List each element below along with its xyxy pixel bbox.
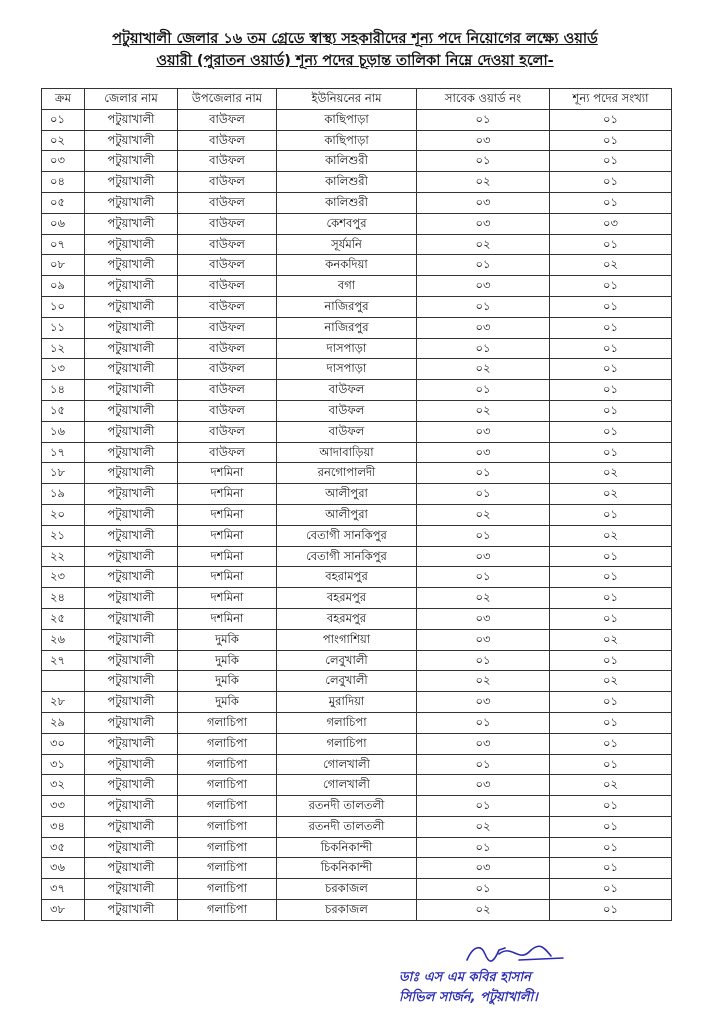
cell-district: পটুয়াখালী (85, 567, 178, 588)
cell-upazila: গলাচিপা (178, 816, 277, 837)
cell-upazila: বাউফল (178, 130, 277, 151)
cell-union: বহরমপুর (277, 588, 417, 609)
cell-vacancy-count: ০১ (550, 816, 672, 837)
cell-upazila: বাউফল (178, 276, 277, 297)
cell-vacancy-count: ০১ (550, 400, 672, 421)
cell-upazila: বাউফল (178, 317, 277, 338)
cell-district: পটুয়াখালী (85, 629, 178, 650)
title-line-1: পটুয়াখালী জেলার ১৬ তম গ্রেডে স্বাস্থ্য সহকারীদের শূন্য পদে নিয়োগের লক্ষ্যে ওয়ার্ড (112, 31, 598, 47)
cell-upazila: গলাচিপা (178, 775, 277, 796)
cell-union: আলীপুরা (277, 484, 417, 505)
cell-vacancy-count: ০১ (550, 380, 672, 401)
cell-vacancy-count: ০১ (550, 733, 672, 754)
header-vacancy-count: শূন্য পদের সংখ্যা (550, 89, 672, 110)
cell-district: পটুয়াখালী (85, 504, 178, 525)
cell-serial: ১০ (42, 296, 85, 317)
cell-union: বগা (277, 276, 417, 297)
cell-old-ward: ০৩ (417, 733, 550, 754)
cell-upazila: দশমিনা (178, 504, 277, 525)
cell-serial: ৩৭ (42, 879, 85, 900)
cell-old-ward: ০১ (417, 463, 550, 484)
cell-upazila: দুমকি (178, 692, 277, 713)
table-row (42, 317, 672, 338)
cell-union: চরকাজল (277, 879, 417, 900)
cell-vacancy-count: ০১ (550, 296, 672, 317)
cell-upazila: দশমিনা (178, 463, 277, 484)
cell-serial: ১৫ (42, 400, 85, 421)
table-row (42, 775, 672, 796)
table-row (42, 109, 672, 130)
cell-vacancy-count: ০১ (550, 650, 672, 671)
cell-union: কাছিপাড়া (277, 130, 417, 151)
cell-union: দাসপাড়া (277, 359, 417, 380)
cell-upazila: বাউফল (178, 296, 277, 317)
cell-district: পটুয়াখালী (85, 754, 178, 775)
cell-district: পটুয়াখালী (85, 546, 178, 567)
cell-serial: ২৮ (42, 692, 85, 713)
cell-district: পটুয়াখালী (85, 692, 178, 713)
cell-district: পটুয়াখালী (85, 192, 178, 213)
cell-old-ward: ০৩ (417, 317, 550, 338)
cell-old-ward: ০১ (417, 650, 550, 671)
cell-serial: ২৩ (42, 567, 85, 588)
cell-upazila: গলাচিপা (178, 900, 277, 921)
cell-district: পটুয়াখালী (85, 296, 178, 317)
cell-serial: ০৭ (42, 234, 85, 255)
cell-vacancy-count: ০১ (550, 130, 672, 151)
cell-old-ward: ০১ (417, 712, 550, 733)
cell-upazila: গলাচিপা (178, 712, 277, 733)
header-district: জেলার নাম (85, 89, 178, 110)
vacancy-table (41, 88, 672, 921)
cell-union: রতনদী তালতলী (277, 816, 417, 837)
cell-old-ward: ০১ (417, 338, 550, 359)
table-row (42, 858, 672, 879)
cell-union: কাছিপাড়া (277, 109, 417, 130)
cell-old-ward: ০১ (417, 754, 550, 775)
cell-serial: ০১ (42, 109, 85, 130)
table-row (42, 192, 672, 213)
cell-district: পটুয়াখালী (85, 359, 178, 380)
cell-serial: ১৬ (42, 421, 85, 442)
table-row (42, 900, 672, 921)
signatory-designation: সিভিল সার্জন, পটুয়াখালী। (399, 990, 538, 1005)
cell-upazila: বাউফল (178, 380, 277, 401)
cell-old-ward: ০৩ (417, 629, 550, 650)
table-row (42, 255, 672, 276)
cell-serial: ২৪ (42, 588, 85, 609)
table-row (42, 525, 672, 546)
cell-vacancy-count: ০১ (550, 109, 672, 130)
cell-vacancy-count: ০২ (550, 629, 672, 650)
cell-serial: ৩৬ (42, 858, 85, 879)
cell-upazila: বাউফল (178, 421, 277, 442)
cell-district: পটুয়াখালী (85, 858, 178, 879)
cell-serial: ০৩ (42, 151, 85, 172)
cell-upazila: বাউফল (178, 151, 277, 172)
table-row (42, 421, 672, 442)
cell-upazila: দশমিনা (178, 588, 277, 609)
title-line-2: ওয়ারী (পুরাতন ওয়ার্ড) শূন্য পদের চূড়ান্ত তালিকা নিম্নে দেওয়া হলো- (156, 53, 554, 69)
cell-district: পটুয়াখালী (85, 733, 178, 754)
cell-vacancy-count: ০৩ (550, 213, 672, 234)
cell-union: গোলখালী (277, 775, 417, 796)
cell-vacancy-count: ০১ (550, 504, 672, 525)
cell-upazila: বাউফল (178, 338, 277, 359)
cell-upazila: দুমকি (178, 671, 277, 692)
table-row (42, 879, 672, 900)
cell-serial: ১৯ (42, 484, 85, 505)
cell-upazila: বাউফল (178, 109, 277, 130)
table-row (42, 546, 672, 567)
table-row (42, 588, 672, 609)
cell-vacancy-count: ০২ (550, 671, 672, 692)
cell-upazila: বাউফল (178, 192, 277, 213)
table-body (42, 109, 672, 920)
cell-vacancy-count: ০১ (550, 317, 672, 338)
table-row (42, 338, 672, 359)
table-row (42, 816, 672, 837)
cell-district: পটুয়াখালী (85, 712, 178, 733)
cell-old-ward: ০৩ (417, 421, 550, 442)
cell-district: পটুয়াখালী (85, 213, 178, 234)
table-row (42, 567, 672, 588)
cell-vacancy-count: ০১ (550, 421, 672, 442)
cell-union: বাউফল (277, 380, 417, 401)
signature-scribble-icon (459, 940, 569, 968)
cell-upazila: বাউফল (178, 400, 277, 421)
cell-serial: ০৫ (42, 192, 85, 213)
cell-district: পটুয়াখালী (85, 234, 178, 255)
cell-old-ward: ০১ (417, 296, 550, 317)
cell-district: পটুয়াখালী (85, 109, 178, 130)
cell-vacancy-count: ০১ (550, 442, 672, 463)
cell-vacancy-count: ০২ (550, 484, 672, 505)
cell-district: পটুয়াখালী (85, 172, 178, 193)
cell-old-ward: ০১ (417, 484, 550, 505)
cell-district: পটুয়াখালী (85, 421, 178, 442)
cell-serial: ১১ (42, 317, 85, 338)
header-serial: ক্রম (42, 89, 85, 110)
cell-district: পটুয়াখালী (85, 525, 178, 546)
cell-vacancy-count: ০২ (550, 255, 672, 276)
cell-upazila: গলাচিপা (178, 858, 277, 879)
signatory-name: ডাঃ এস এম কবির হাসান (399, 970, 531, 985)
table-row (42, 172, 672, 193)
cell-district: পটুয়াখালী (85, 255, 178, 276)
cell-serial: ০৪ (42, 172, 85, 193)
cell-district: পটুয়াখালী (85, 151, 178, 172)
table-row (42, 796, 672, 817)
cell-union: কালিশুরী (277, 192, 417, 213)
cell-upazila: দশমিনা (178, 567, 277, 588)
cell-old-ward: ০২ (417, 400, 550, 421)
cell-serial: ০৮ (42, 255, 85, 276)
cell-vacancy-count: ০১ (550, 692, 672, 713)
cell-district: পটুয়াখালী (85, 317, 178, 338)
table-row (42, 629, 672, 650)
cell-upazila: দুমকি (178, 650, 277, 671)
cell-upazila: দুমকি (178, 629, 277, 650)
cell-old-ward: ০৩ (417, 858, 550, 879)
cell-vacancy-count: ০১ (550, 608, 672, 629)
cell-union: নাজিরপুর (277, 317, 417, 338)
cell-serial: ২২ (42, 546, 85, 567)
cell-serial: ৩৪ (42, 816, 85, 837)
cell-serial: ০২ (42, 130, 85, 151)
cell-vacancy-count: ০২ (550, 525, 672, 546)
cell-serial: ২০ (42, 504, 85, 525)
cell-old-ward: ০২ (417, 900, 550, 921)
cell-old-ward: ০৩ (417, 130, 550, 151)
table-row (42, 837, 672, 858)
cell-upazila: বাউফল (178, 234, 277, 255)
cell-upazila: দশমিনা (178, 525, 277, 546)
table-row (42, 650, 672, 671)
cell-district: পটুয়াখালী (85, 442, 178, 463)
cell-union: চরকাজল (277, 900, 417, 921)
cell-upazila: গলাচিপা (178, 796, 277, 817)
cell-old-ward: ০৩ (417, 608, 550, 629)
cell-vacancy-count: ০২ (550, 775, 672, 796)
cell-union: বাউফল (277, 400, 417, 421)
cell-vacancy-count: ০২ (550, 463, 672, 484)
cell-union: দাসপাড়া (277, 338, 417, 359)
cell-union: চিকনিকান্দী (277, 837, 417, 858)
cell-union: লেবুখালী (277, 650, 417, 671)
cell-old-ward: ০৩ (417, 192, 550, 213)
cell-union: গলাচিপা (277, 712, 417, 733)
cell-vacancy-count: ০১ (550, 754, 672, 775)
table-row (42, 712, 672, 733)
cell-district: পটুয়াখালী (85, 796, 178, 817)
cell-district: পটুয়াখালী (85, 650, 178, 671)
cell-union: গোলখালী (277, 754, 417, 775)
cell-serial: ৩৫ (42, 837, 85, 858)
cell-serial: ১২ (42, 338, 85, 359)
table-row (42, 380, 672, 401)
document-title (40, 28, 670, 72)
signature-block (399, 940, 639, 1008)
cell-upazila: গলাচিপা (178, 733, 277, 754)
cell-vacancy-count: ০১ (550, 858, 672, 879)
table-row (42, 442, 672, 463)
cell-old-ward: ০১ (417, 380, 550, 401)
cell-union: বেতাগী সানকিপুর (277, 525, 417, 546)
table-row (42, 296, 672, 317)
table-row (42, 400, 672, 421)
cell-vacancy-count: ০১ (550, 192, 672, 213)
cell-district: পটুয়াখালী (85, 900, 178, 921)
cell-vacancy-count: ০১ (550, 837, 672, 858)
cell-old-ward: ০৩ (417, 213, 550, 234)
cell-vacancy-count: ০১ (550, 234, 672, 255)
table-row (42, 359, 672, 380)
cell-vacancy-count: ০১ (550, 712, 672, 733)
table-row (42, 234, 672, 255)
table-header-row (42, 89, 672, 110)
header-upazila: উপজেলার নাম (178, 89, 277, 110)
cell-old-ward: ০২ (417, 671, 550, 692)
cell-vacancy-count: ০১ (550, 172, 672, 193)
cell-serial: ০৯ (42, 276, 85, 297)
cell-district: পটুয়াখালী (85, 380, 178, 401)
cell-union: লেবুখালী (277, 671, 417, 692)
table-row (42, 608, 672, 629)
table-row (42, 504, 672, 525)
cell-old-ward: ০৩ (417, 775, 550, 796)
cell-vacancy-count: ০১ (550, 276, 672, 297)
table-row (42, 213, 672, 234)
cell-vacancy-count: ০১ (550, 879, 672, 900)
table-row (42, 671, 672, 692)
cell-serial: ২১ (42, 525, 85, 546)
cell-old-ward: ০২ (417, 588, 550, 609)
cell-serial: ২৫ (42, 608, 85, 629)
cell-old-ward: ০১ (417, 151, 550, 172)
cell-union: বেতাগী সানকিপুর (277, 546, 417, 567)
cell-serial: ১৩ (42, 359, 85, 380)
cell-old-ward: ০৩ (417, 692, 550, 713)
table-row (42, 130, 672, 151)
cell-old-ward: ০২ (417, 172, 550, 193)
cell-union: সূর্যমনি (277, 234, 417, 255)
cell-serial: ২৯ (42, 712, 85, 733)
cell-district: পটুয়াখালী (85, 338, 178, 359)
table-row (42, 484, 672, 505)
cell-old-ward: ০৩ (417, 546, 550, 567)
cell-serial: ১৪ (42, 380, 85, 401)
cell-district: পটুয়াখালী (85, 400, 178, 421)
cell-upazila: বাউফল (178, 255, 277, 276)
table-row (42, 276, 672, 297)
cell-vacancy-count: ০১ (550, 796, 672, 817)
cell-upazila: দশমিনা (178, 608, 277, 629)
cell-vacancy-count: ০১ (550, 900, 672, 921)
cell-upazila: গলাচিপা (178, 754, 277, 775)
cell-vacancy-count: ০১ (550, 359, 672, 380)
cell-union: রনগোপালদী (277, 463, 417, 484)
cell-old-ward: ০২ (417, 816, 550, 837)
cell-union: কেশবপুর (277, 213, 417, 234)
cell-vacancy-count: ০১ (550, 151, 672, 172)
cell-serial: ৩৩ (42, 796, 85, 817)
cell-old-ward: ০২ (417, 504, 550, 525)
table-row (42, 151, 672, 172)
cell-union: বাউফল (277, 421, 417, 442)
cell-union: নাজিরপুর (277, 296, 417, 317)
table-row (42, 754, 672, 775)
cell-serial: ০৬ (42, 213, 85, 234)
cell-union: রতনদী তালতলী (277, 796, 417, 817)
cell-old-ward: ০১ (417, 837, 550, 858)
cell-serial: ২৭ (42, 650, 85, 671)
cell-old-ward: ০১ (417, 525, 550, 546)
cell-old-ward: ০১ (417, 255, 550, 276)
cell-union: আদাবাড়িয়া (277, 442, 417, 463)
cell-district: পটুয়াখালী (85, 775, 178, 796)
cell-union: কনকদিয়া (277, 255, 417, 276)
cell-old-ward: ০১ (417, 879, 550, 900)
table-row (42, 692, 672, 713)
cell-district: পটুয়াখালী (85, 130, 178, 151)
cell-upazila: দশমিনা (178, 546, 277, 567)
cell-union: কালিশুরী (277, 172, 417, 193)
cell-union: বহরমপুর (277, 608, 417, 629)
cell-union: গলাচিপা (277, 733, 417, 754)
cell-old-ward: ০৩ (417, 276, 550, 297)
cell-union: আলীপুরা (277, 504, 417, 525)
cell-serial: ৩৮ (42, 900, 85, 921)
cell-district: পটুয়াখালী (85, 463, 178, 484)
cell-old-ward: ০২ (417, 234, 550, 255)
cell-district: পটুয়াখালী (85, 484, 178, 505)
header-union: ইউনিয়নের নাম (277, 89, 417, 110)
cell-old-ward: ০৩ (417, 442, 550, 463)
cell-upazila: বাউফল (178, 359, 277, 380)
header-old-ward: সাবেক ওয়ার্ড নং (417, 89, 550, 110)
cell-serial: ২৬ (42, 629, 85, 650)
cell-upazila: বাউফল (178, 442, 277, 463)
cell-vacancy-count: ০১ (550, 567, 672, 588)
cell-district: পটুয়াখালী (85, 879, 178, 900)
cell-union: কালিশুরী (277, 151, 417, 172)
cell-upazila: বাউফল (178, 172, 277, 193)
cell-serial: ৩০ (42, 733, 85, 754)
cell-old-ward: ০১ (417, 796, 550, 817)
cell-old-ward: ০১ (417, 109, 550, 130)
cell-vacancy-count: ০১ (550, 338, 672, 359)
cell-upazila: দশমিনা (178, 484, 277, 505)
cell-serial (42, 671, 85, 692)
cell-upazila: গলাচিপা (178, 879, 277, 900)
table-row (42, 463, 672, 484)
cell-district: পটুয়াখালী (85, 276, 178, 297)
cell-old-ward: ০১ (417, 567, 550, 588)
cell-serial: ১৭ (42, 442, 85, 463)
cell-district: পটুয়াখালী (85, 588, 178, 609)
table-row (42, 733, 672, 754)
cell-union: পাংগাশিয়া (277, 629, 417, 650)
cell-serial: ৩১ (42, 754, 85, 775)
cell-serial: ৩২ (42, 775, 85, 796)
cell-vacancy-count: ০১ (550, 546, 672, 567)
cell-serial: ১৮ (42, 463, 85, 484)
cell-upazila: বাউফল (178, 213, 277, 234)
cell-union: মুরাদিয়া (277, 692, 417, 713)
cell-district: পটুয়াখালী (85, 816, 178, 837)
cell-vacancy-count: ০১ (550, 588, 672, 609)
cell-upazila: গলাচিপা (178, 837, 277, 858)
cell-union: চিকনিকান্দী (277, 858, 417, 879)
cell-district: পটুয়াখালী (85, 837, 178, 858)
cell-district: পটুয়াখালী (85, 608, 178, 629)
cell-union: বহরামপুর (277, 567, 417, 588)
cell-district: পটুয়াখালী (85, 671, 178, 692)
cell-old-ward: ০২ (417, 359, 550, 380)
